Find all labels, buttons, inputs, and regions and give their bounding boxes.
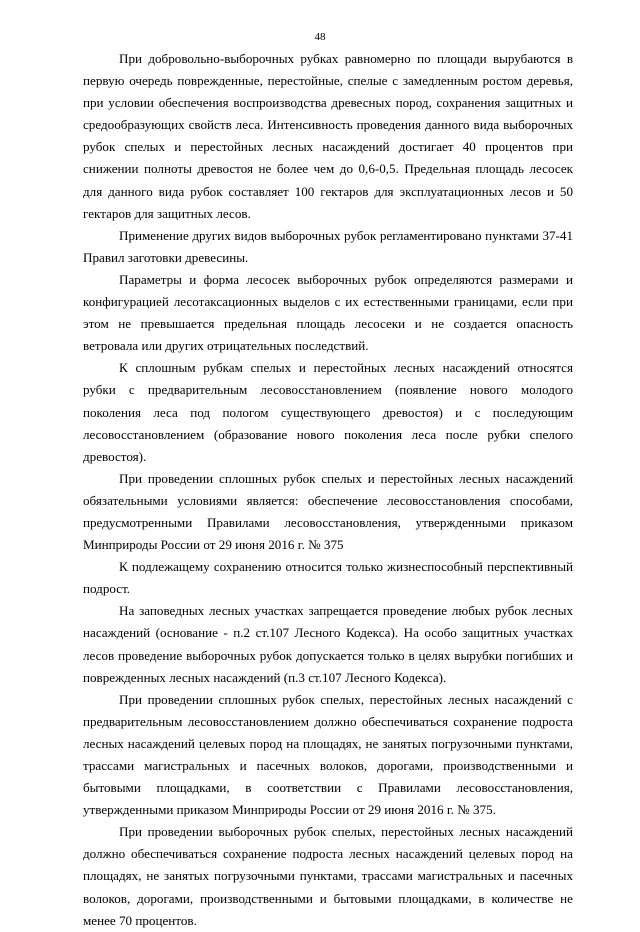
body-text [83,48,573,932]
paragraph-9: При проведении выборочных рубок спелых, перестойных лесных насаждений должно обеспечиваться сохранение подроста лесных насаждений целевых пород на площадях, не занятых погрузочными пунктами, трассами магистральных и пасечных волоков, дорогами, производственными и бытовыми площадками, в количестве не менее 70 процентов. [83,824,573,928]
paragraph-3: Параметры и форма лесосек выборочных рубок определяются размерами и конфигурацией лесотаксационных выделов с их естественными границами, если при этом не превышается предельная площадь лесосеки и не создается опасность ветровала или других отрицательных последствий. [83,271,573,354]
page-number: 48 [314,31,326,43]
paragraph-8: При проведении сплошных рубок спелых, перестойных лесных насаждений с предварительным лесовосстановлением должно обеспечиваться сохранение подроста лесных насаждений целевых пород на площадях, не занятых погрузочными пунктами, трассами магистральных и пасечных волоков, дорогами, производственными и бытовыми площадками, в соответствии с Правилами лесовосстановления, утвержденными приказом Минприроды России от 29 июня 2016 г. № 375. [83,691,573,818]
paragraph-4: К сплошным рубкам спелых и перестойных лесных насаждений относятся рубки с предварительным лесовосстановлением (появление нового молодого поколения леса под пологом существующего древостоя) и с последующим лесовосстановлением (образование нового поколения леса после рубки спелого древостоя). [83,360,573,464]
paragraph-5: При проведении сплошных рубок спелых и перестойных лесных насаждений обязательными условиями является: обеспечение лесовосстановления способами, предусмотренными Правилами лесовосстановления, утвержденными приказом Минприроды России от 29 июня 2016 г. № 375 [83,470,573,553]
paragraph-1: При добровольно-выборочных рубках равномерно по площади вырубаются в первую очередь поврежденные, перестойные, спелые с замедленным ростом деревья, при условии обеспечения воспроизводства древесных пород, сохранения защитных и средообразующих свойств леса. Интенсивность проведения данного вида выборочных рубок спелых и перестойных лесных насаждений достигает 40 процентов при снижении полноты древостоя не более чем до 0,6-0,5. Предельная площадь лесосек для данного вида рубок составляет 100 гектаров для эксплуатационных лесов и 50 гектаров для защитных лесов. [83,51,573,221]
paragraph-6: К подлежащему сохранению относится только жизнеспособный перспективный подрост. [83,559,573,597]
paragraph-7: На заповедных лесных участках запрещается проведение любых рубок лесных насаждений (основание - п.2 ст.107 Лесного Кодекса). На особо защитных участках лесов проведение выборочных рубок допускается только в целях вырубки погибших и поврежденных лесных насаждений (п.3 ст.107 Лесного Кодекса). [83,603,573,685]
paragraph-2: Применение других видов выборочных рубок регламентировано пунктами 37-41 Правил заготовки древесины. [83,227,573,265]
